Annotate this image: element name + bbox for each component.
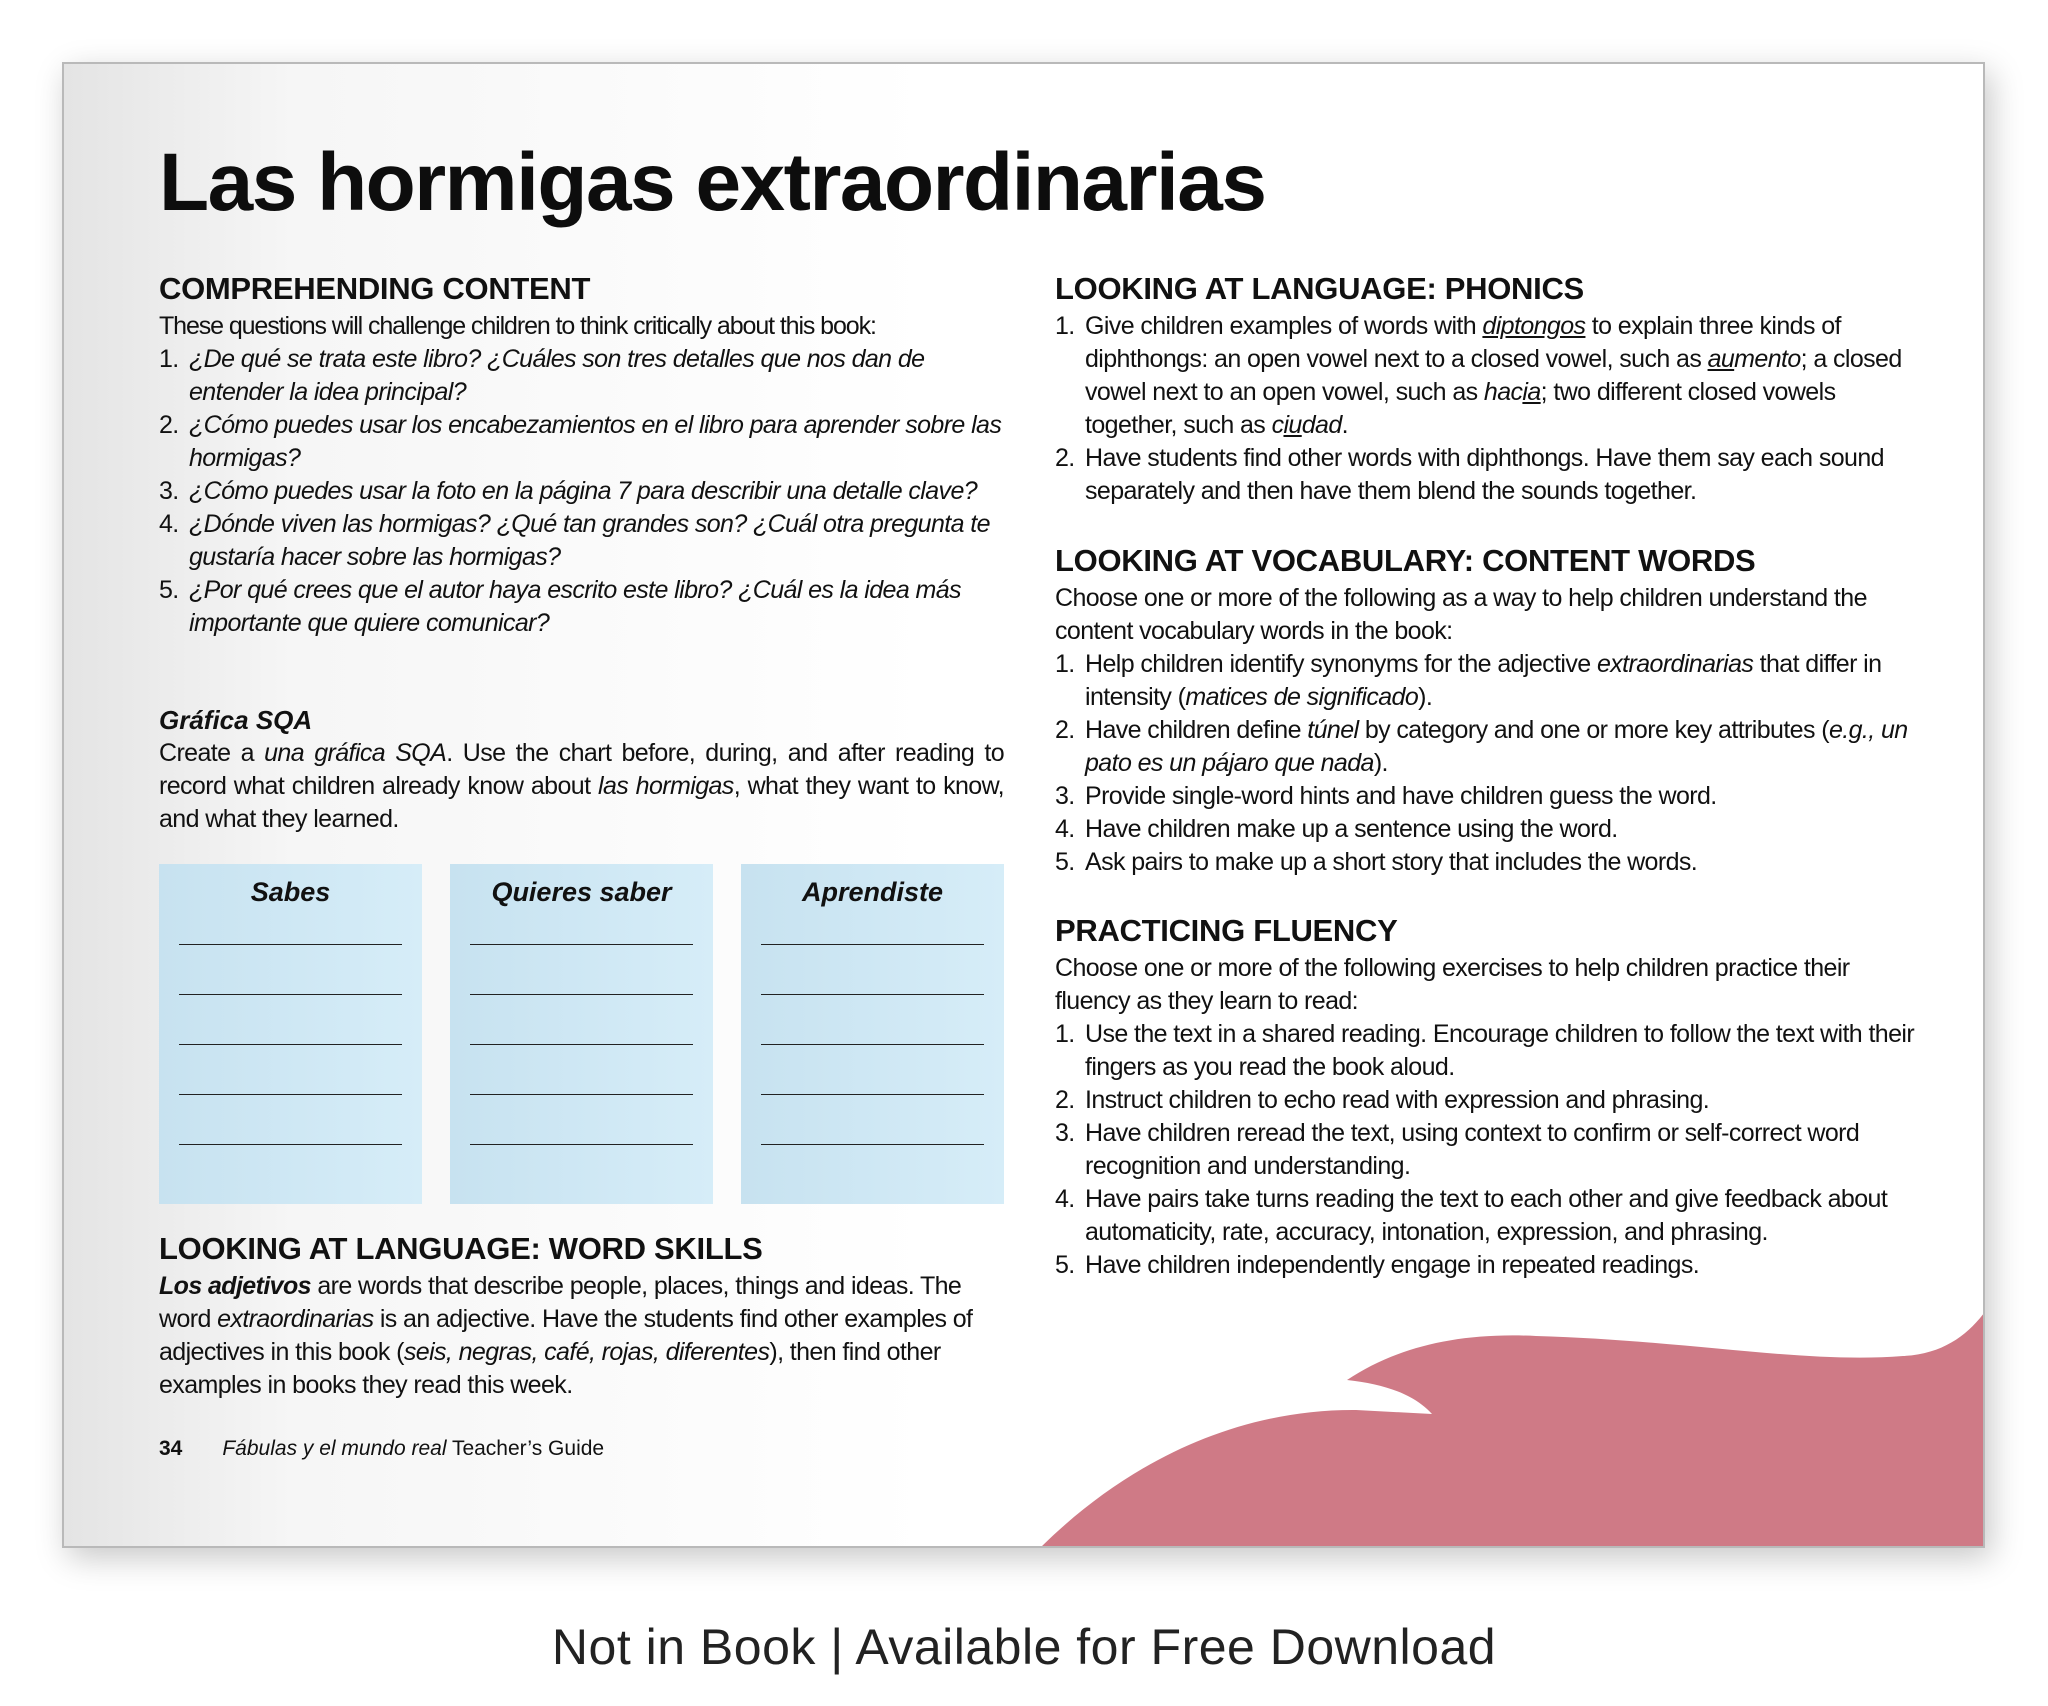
text-run: hac: [1483, 378, 1523, 406]
text-run: Use the text in a shared reading. Encourage children to follow the text with their fingers as you read the book aloud.: [1085, 1020, 1915, 1081]
page-number: 34: [159, 1437, 183, 1460]
word-skills-text: [159, 1270, 1009, 1402]
sqa-column-header: Quieres saber: [491, 877, 672, 907]
text-run: Give children examples of words with: [1085, 312, 1483, 340]
writing-line: [470, 1144, 693, 1145]
writing-line: [761, 994, 984, 995]
page-footer: [159, 1437, 604, 1461]
item-number: 1.: [1055, 1020, 1075, 1048]
text-run: ; two different closed vowels together, such as: [1085, 378, 1836, 439]
text-run: Have children define: [1085, 716, 1308, 744]
writing-line: [179, 1044, 402, 1045]
text-run: ).: [1373, 749, 1388, 777]
item-number: 3.: [159, 477, 179, 505]
text-run: ).: [1418, 683, 1433, 711]
item-number: 1.: [1055, 312, 1075, 340]
text-run: e.g., un pato es un pájaro que nada: [1085, 716, 1908, 777]
comprehending-content-section: [159, 270, 1009, 640]
item-number: 4.: [159, 510, 179, 538]
text-run: Help children identify synonyms for the adjective: [1085, 650, 1597, 678]
list-item: [159, 574, 1009, 640]
item-text: [1085, 442, 1915, 508]
writing-line: [470, 1094, 693, 1095]
item-number: 3.: [1055, 782, 1075, 810]
question-list: [159, 343, 1009, 640]
list-item: [159, 409, 1009, 475]
item-text: [1085, 780, 1915, 813]
writing-line: [470, 994, 693, 995]
page-title: Las hormigas extraordinarias: [159, 137, 1266, 228]
section-heading: PRACTICING FLUENCY: [1055, 913, 1398, 948]
text-run: mento: [1734, 345, 1801, 373]
text-run: Have children independently engage in repeated readings.: [1085, 1251, 1700, 1279]
writing-line: [761, 1044, 984, 1045]
section-intro: Choose one or more of the following as a way to help children understand the content vocabulary words in the book:: [1055, 584, 1867, 645]
list-item: [1055, 1018, 1915, 1084]
item-number: 1.: [159, 345, 179, 373]
item-text: [1085, 714, 1915, 780]
writing-line: [179, 994, 402, 995]
item-number: 1.: [1055, 650, 1075, 678]
text-run: Have children reread the text, using context to confirm or self-correct word recognition and understanding.: [1085, 1119, 1860, 1180]
item-number: 5.: [159, 576, 179, 604]
item-text: [1085, 1249, 1915, 1282]
text-run: ¿Cómo puedes usar los encabezamientos en el libro para aprender sobre las hormigas?: [189, 411, 1002, 472]
text-run: extraordinarias: [217, 1305, 374, 1333]
item-text: [1085, 1183, 1915, 1249]
section-heading: LOOKING AT LANGUAGE: PHONICS: [1055, 271, 1584, 306]
item-number: 2.: [1055, 444, 1075, 472]
writing-line: [179, 1144, 402, 1145]
word-skills-section: [159, 1230, 1009, 1402]
text-run: iu: [1283, 411, 1302, 439]
sqa-column-header: Aprendiste: [801, 877, 944, 907]
writing-line: [470, 1044, 693, 1045]
text-run: túnel: [1307, 716, 1359, 744]
text-run: Have children make up a sentence using the word.: [1085, 815, 1618, 843]
text-run: seis, negras, café, rojas, diferentes: [403, 1338, 770, 1366]
list-item: [159, 343, 1009, 409]
fluency-list: [1055, 1018, 1915, 1282]
text-run: matices de significado: [1185, 683, 1419, 711]
sqa-chart: [159, 864, 1004, 1204]
text-run: c: [1271, 411, 1284, 439]
text-run: ; a closed vowel next to an open vowel, such as: [1085, 345, 1902, 406]
text-run: Instruct children to echo read with expression and phrasing.: [1085, 1086, 1710, 1114]
sqa-column-quieres-saber: [450, 864, 713, 1204]
text-run: las hormigas: [597, 772, 734, 800]
section-intro: These questions will challenge children to think critically about this book:: [159, 312, 876, 340]
text-run: , what they want to know, and what they learned.: [159, 772, 1004, 833]
text-run: is an adjective. Have the students find other examples of adjectives in this book (: [159, 1305, 973, 1366]
writing-line: [761, 1144, 984, 1145]
sqa-heading: Gráfica SQA: [159, 705, 313, 735]
item-text: [189, 343, 1009, 409]
list-item: [159, 508, 1009, 574]
item-number: 3.: [1055, 1119, 1075, 1147]
text-run: Fábulas y el mundo real: [222, 1437, 447, 1460]
item-text: [189, 508, 1009, 574]
sqa-chart-section: [159, 704, 1004, 836]
writing-line: [761, 944, 984, 945]
vocabulary-list: [1055, 648, 1915, 879]
item-number: 4.: [1055, 1185, 1075, 1213]
item-number: 2.: [1055, 1086, 1075, 1114]
list-item: [1055, 1084, 1915, 1117]
item-number: 5.: [1055, 1251, 1075, 1279]
section-heading: LOOKING AT LANGUAGE: WORD SKILLS: [159, 1231, 763, 1266]
list-item: [1055, 1183, 1915, 1249]
text-run: Los adjetivos: [159, 1272, 311, 1300]
text-run: Have pairs take turns reading the text to each other and give feedback about automaticity, rate, accuracy, intonation, expression, and phrasing.: [1085, 1185, 1888, 1246]
item-text: [189, 574, 1009, 640]
text-run: ia: [1522, 378, 1541, 406]
list-item: [159, 475, 1009, 508]
text-run: Ask pairs to make up a short story that includes the words.: [1085, 848, 1698, 876]
list-item: [1055, 310, 1915, 442]
list-item: [1055, 780, 1915, 813]
item-text: [1085, 310, 1915, 442]
writing-line: [179, 944, 402, 945]
text-run: . Use the chart before, during, and after reading to record what children already know about: [159, 739, 1005, 800]
sqa-column-aprendiste: [741, 864, 1004, 1204]
text-run: una gráfica SQA: [264, 739, 447, 767]
item-number: 2.: [1055, 716, 1075, 744]
text-run: by category and one or more key attributes (: [1358, 716, 1829, 744]
text-run: .: [1341, 411, 1349, 439]
sqa-column-header: Sabes: [250, 877, 331, 907]
list-item: [1055, 846, 1915, 879]
item-number: 2.: [159, 411, 179, 439]
vocabulary-section: [1055, 542, 1915, 879]
item-text: [189, 475, 1009, 508]
list-item: [1055, 714, 1915, 780]
text-run: ), then find other examples in books they read this week.: [159, 1338, 941, 1399]
section-heading: LOOKING AT VOCABULARY: CONTENT WORDS: [1055, 543, 1756, 578]
item-text: [1085, 648, 1915, 714]
item-number: 4.: [1055, 815, 1075, 843]
list-item: [1055, 1117, 1915, 1183]
text-run: diptongos: [1482, 312, 1586, 340]
text-run: are words that describe people, places, things and ideas. The word: [159, 1272, 962, 1333]
fluency-section: [1055, 912, 1915, 1282]
section-intro: Choose one or more of the following exercises to help children practice their fluency as they learn to read:: [1055, 954, 1850, 1015]
writing-line: [179, 1094, 402, 1095]
guide-title: [222, 1437, 604, 1460]
text-run: Teacher’s Guide: [446, 1437, 605, 1460]
item-text: [1085, 846, 1915, 879]
text-run: Have students find other words with diphthongs. Have them say each sound separately and then have them blend the sounds together.: [1085, 444, 1884, 505]
list-item: [1055, 1249, 1915, 1282]
text-run: to explain three kinds of diphthongs: an open vowel next to a closed vowel, such as: [1085, 312, 1841, 373]
item-text: [1085, 1084, 1915, 1117]
item-text: [189, 409, 1009, 475]
item-number: 5.: [1055, 848, 1075, 876]
text-run: ¿Cómo puedes usar la foto en la página 7 para describir una detalle clave?: [189, 477, 978, 505]
phonics-section: [1055, 270, 1915, 508]
text-run: dad: [1301, 411, 1342, 439]
item-text: [1085, 813, 1915, 846]
phonics-list: [1055, 310, 1915, 508]
text-run: au: [1707, 345, 1735, 373]
item-text: [1085, 1018, 1915, 1084]
text-run: ¿Por qué crees que el autor haya escrito este libro? ¿Cuál es la idea más importante que quiere comunicar?: [189, 576, 961, 637]
text-run: Provide single-word hints and have children guess the word.: [1085, 782, 1717, 810]
text-run: Create a: [159, 739, 265, 767]
list-item: [1055, 813, 1915, 846]
writing-line: [470, 944, 693, 945]
text-run: ¿De qué se trata este libro? ¿Cuáles son tres detalles que nos dan de entender la idea principal?: [189, 345, 925, 406]
text-run: ¿Dónde viven las hormigas? ¿Qué tan grandes son? ¿Cuál otra pregunta te gustaría hacer sobre las hormigas?: [189, 510, 990, 571]
text-run: extraordinarias: [1596, 650, 1754, 678]
list-item: [1055, 648, 1915, 714]
availability-caption: Not in Book | Available for Free Download: [551, 1619, 1497, 1675]
writing-line: [761, 1094, 984, 1095]
teacher-guide-page: [62, 62, 1985, 1548]
sqa-description: [159, 737, 1004, 836]
item-text: [1085, 1117, 1915, 1183]
sqa-column-sabes: [159, 864, 422, 1204]
list-item: [1055, 442, 1915, 508]
section-heading: COMPREHENDING CONTENT: [159, 271, 591, 306]
text-run: that differ in intensity (: [1085, 650, 1882, 711]
